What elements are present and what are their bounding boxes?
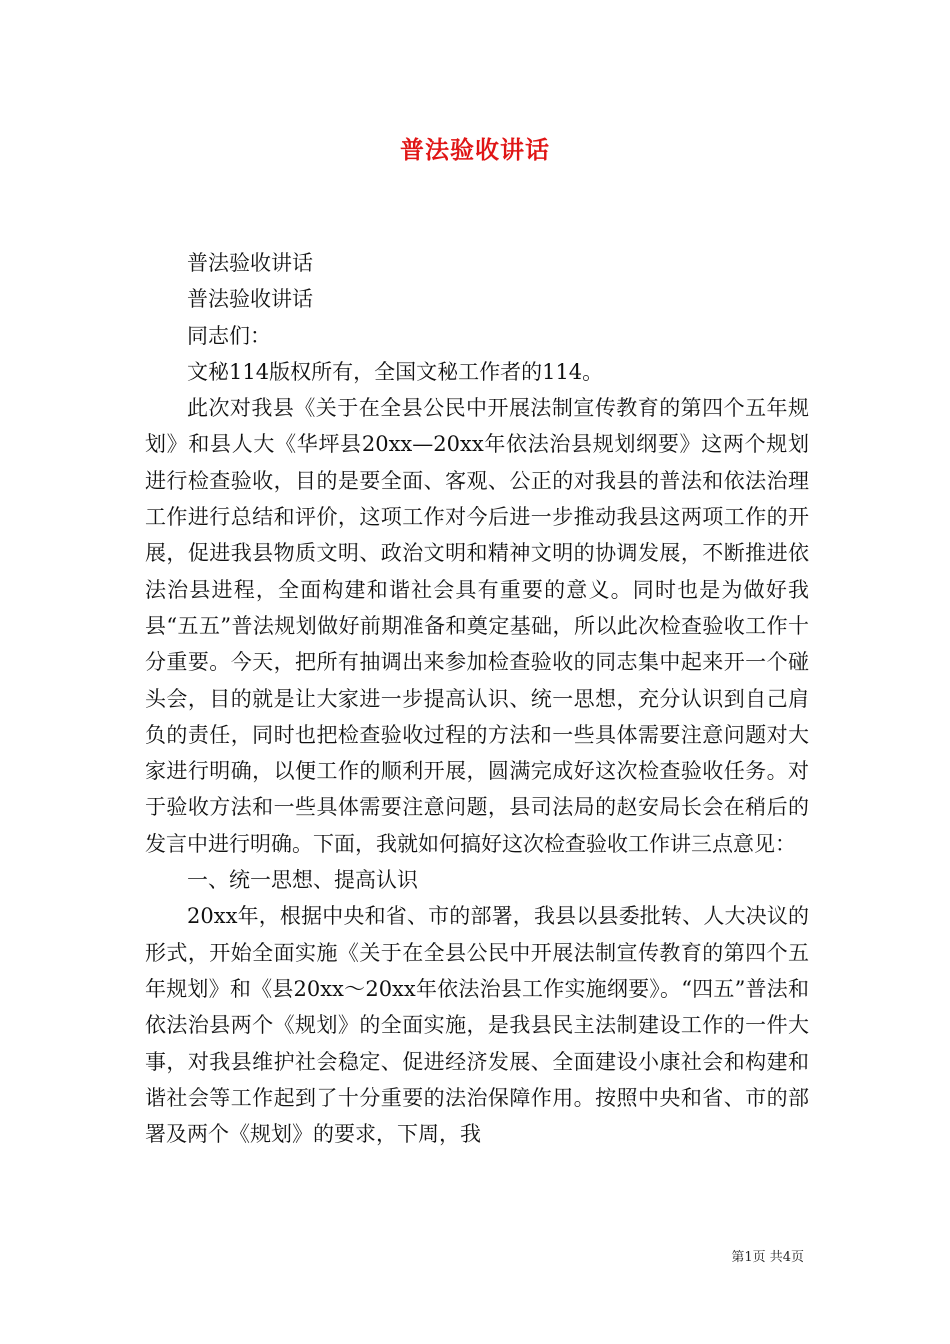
paragraph-intro: 此次对我县《关于在全县公民中开展法制宣传教育的第四个五年规划》和县人大《华坪县20xx—20xx年依法治县规划纲要》这两个规划进行检查验收，目的是要全面、客观、公正的对我县的普法和依法治理工作进行总结和评价，这项工作对今后进一步推动我县这两项工作的开展，促进我县物质文明、政治文明和精神文明的协调发展，不断推进依法治县进程，全面构建和谐社会具有重要的意义。同时也是为做好我县“五五”普法规划做好前期准备和奠定基础，所以此次检查验收工作十分重要。今天，把所有抽调出来参加检查验收的同志集中起来开一个碰头会，目的就是让大家进一步提高认识、统一思想，充分认识到自己肩负的责任，同时也把检查验收过程的方法和一些具体需要注意问题对大家进行明确，以便工作的顺利开展，圆满完成好这次检查验收任务。对于验收方法和一些具体需要注意问题，县司法局的赵安局长会在稍后的发言中进行明确。下面，我就如何搞好这次检查验收工作讲三点意见：	[145, 396, 809, 856]
document-body	[145, 245, 809, 1152]
paragraph-salutation: 同志们：	[187, 323, 271, 348]
page-number: 第1页 共4页	[731, 1250, 804, 1265]
document-title: 普法验收讲话	[400, 135, 550, 164]
paragraph-heading-repeat-1: 普法验收讲话	[187, 251, 313, 275]
paragraph-heading-repeat-2: 普法验收讲话	[187, 287, 313, 312]
section-heading-1: 一、统一思想、提高认识	[187, 868, 418, 893]
paragraph-copyright-note: 文秘114版权所有，全国文秘工作者的114。	[187, 359, 604, 384]
paragraph-section-1: 20xx年，根据中央和省、市的部署，我县以县委批转、人大决议的形式，开始全面实施《关于在全县公民中开展法制宣传教育的第四个五年规划》和《县20xx～20xx年依法治县工作实施纲要》。“四五”普法和依法治县两个《规划》的全面实施，是我县民主法制建设工作的一件大事，对我县维护社会稳定、促进经济发展、全面建设小康社会和构建和谐社会等工作起到了十分重要的法治保障作用。按照中央和省、市的部署及两个《规划》的要求，下周，我	[145, 904, 809, 1147]
